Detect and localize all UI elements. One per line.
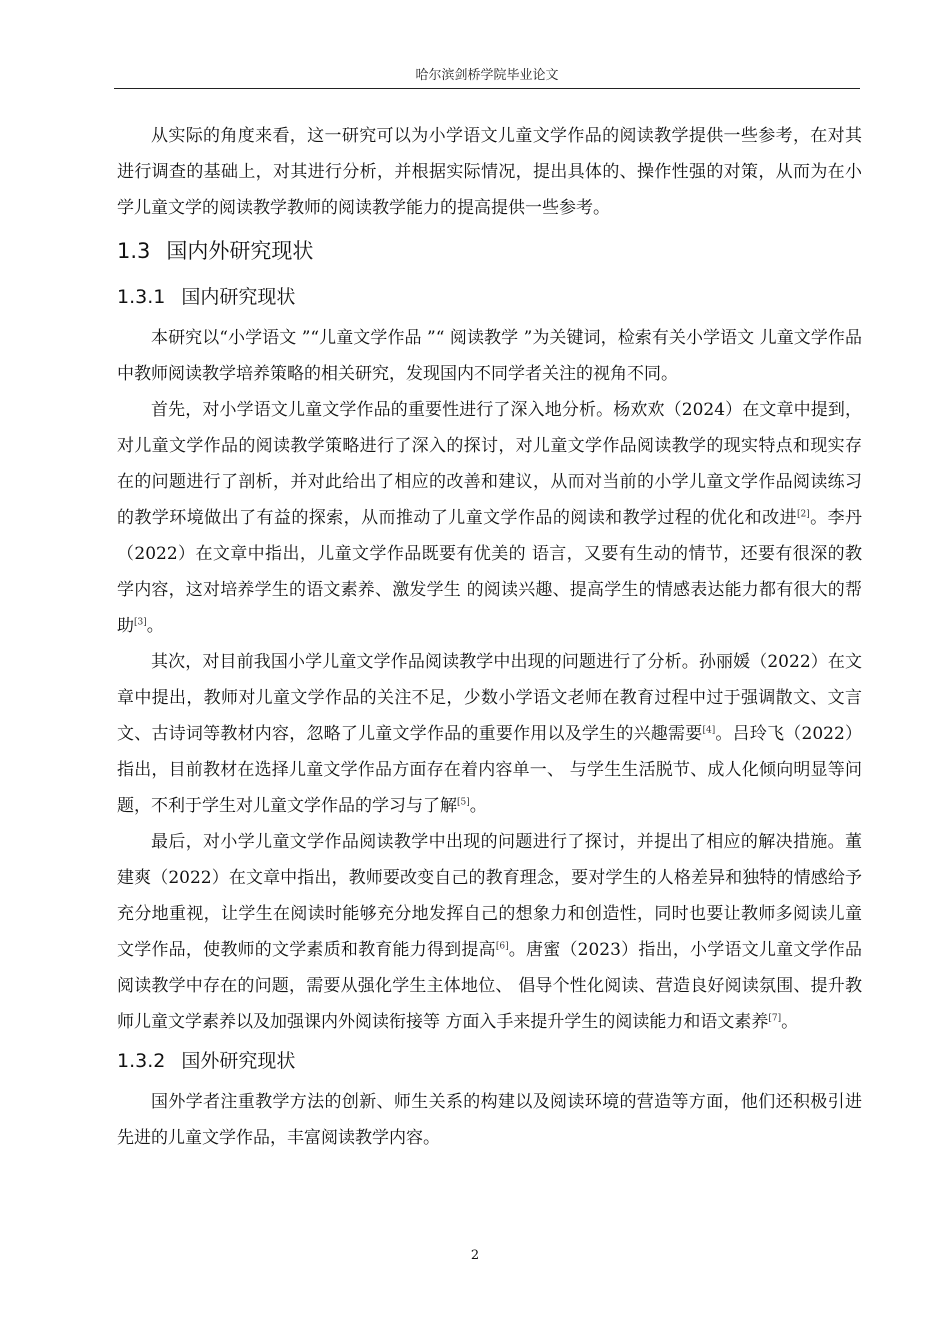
paragraph-text: 。李丹（2022）在文章中指出，儿童文学作品既要有优美的 语言，又要有生动的情节，还要有很深的教学内容，这对培养学生的语文素养、激发学生 的阅读兴趣、提高学生的情感表达能力都有很大的帮助 bbox=[117, 508, 863, 636]
page-number: 2 bbox=[470, 1248, 480, 1263]
paragraph-text: 。 bbox=[469, 796, 487, 816]
paragraph-text: 最后，对小学儿童文学作品阅读教学中出现的问题进行了探讨，并提出了相应的解决措施。董建爽（2022）在文章中指出，教师要改变自己的教育理念，要对学生的人格差异和独特的情感给予充分地重视，让学生在阅读时能够充分地发挥自己的想象力和创造性，同时也要让教师多阅读儿童文学作品，使教师的文学素质和教育能力得到提高 bbox=[117, 832, 862, 960]
citation-ref-6: [6] bbox=[495, 941, 509, 952]
citation-ref-4: [4] bbox=[702, 725, 716, 736]
subsection-title: 国内研究现状 bbox=[181, 286, 296, 308]
citation-ref-5: [5] bbox=[457, 797, 470, 808]
section-number: 1.3 bbox=[117, 239, 151, 263]
subsection-number: 1.3.2 bbox=[117, 1050, 166, 1072]
section-title: 国内外研究现状 bbox=[166, 239, 314, 263]
citation-ref-3: [3] bbox=[134, 617, 147, 628]
foreign-paragraph-1: 国外学者注重教学方法的创新、师生关系的构建以及阅读环境的营造等方面，他们还积极引进先进的儿童文学作品，丰富阅读教学内容。 bbox=[117, 1092, 862, 1148]
intro-paragraph: 从实际的角度来看，这一研究可以为小学语文儿童文学作品的阅读教学提供一些参考，在对其进行调查的基础上，对其进行分析，并根据实际情况，提出具体的、操作性强的对策，从而为在小学儿童文学的阅读教学教师的阅读教学能力的提高提供一些参考。 bbox=[117, 126, 862, 218]
paragraph-text: 。 bbox=[781, 1012, 799, 1032]
paragraph-text: 。吕玲飞（2022）指出，目前教材在选择儿童文学作品方面存在着内容单一、 与学生生活脱节、成人化倾向明显等问题，不利于学生对儿童文学作品的学习与了解 bbox=[117, 724, 863, 816]
section-heading-1-3 bbox=[117, 232, 862, 270]
subsection-number: 1.3.1 bbox=[117, 286, 166, 308]
page-body bbox=[117, 118, 862, 1156]
paragraph-text: 其次，对目前我国小学儿童文学作品阅读教学中出现的问题进行了分析。孙丽媛（2022）在文章中提出，教师对儿童文学作品的关注不足，少数小学语文老师在教育过程中过于强调散文、文言文、古诗词等教材内容，忽略了儿童文学作品的重要作用以及学生的兴趣需要 bbox=[117, 652, 862, 744]
subsection-heading-1-3-2 bbox=[117, 1042, 862, 1080]
domestic-paragraph-4 bbox=[117, 824, 862, 1040]
header-divider bbox=[114, 88, 860, 89]
subsection-heading-1-3-1 bbox=[117, 278, 862, 316]
domestic-paragraph-1: 本研究以“小学语文 ”“儿童文学作品 ”“ 阅读教学 ”为关键词，检索有关小学语文 儿童文学作品中教师阅读教学培养策略的相关研究，发现国内不同学者关注的视角不同。 bbox=[117, 328, 862, 384]
domestic-paragraph-2 bbox=[117, 392, 862, 644]
citation-ref-7: [7] bbox=[768, 1013, 782, 1024]
paragraph-text: 。 bbox=[146, 616, 164, 636]
domestic-paragraph-3 bbox=[117, 644, 862, 824]
page-header: 哈尔滨剑桥学院毕业论文 bbox=[415, 68, 559, 83]
paragraph-text: 。唐蜜（2023）指出，小学语文儿童文学作品阅读教学中存在的问题，需要从强化学生主体地位、 倡导个性化阅读、营造良好阅读氛围、提升教师儿童文学素养以及加强课内外阅读衔接等 方面入手来提升学生的阅读能力和语文素养 bbox=[117, 940, 863, 1032]
paragraph-text: 首先，对小学语文儿童文学作品的重要性进行了深入地分析。杨欢欢（2024）在文章中提到，对儿童文学作品的阅读教学策略进行了深入的探讨，对儿童文学作品阅读教学的现实特点和现实存在的问题进行了剖析，并对此给出了相应的改善和建议，从而对当前的小学儿童文学作品阅读练习的教学环境做出了有益的探索，从而推动了儿童文学作品的阅读和教学过程的优化和改进 bbox=[117, 400, 862, 528]
subsection-title: 国外研究现状 bbox=[181, 1050, 296, 1072]
citation-ref-2: [2] bbox=[796, 509, 810, 520]
